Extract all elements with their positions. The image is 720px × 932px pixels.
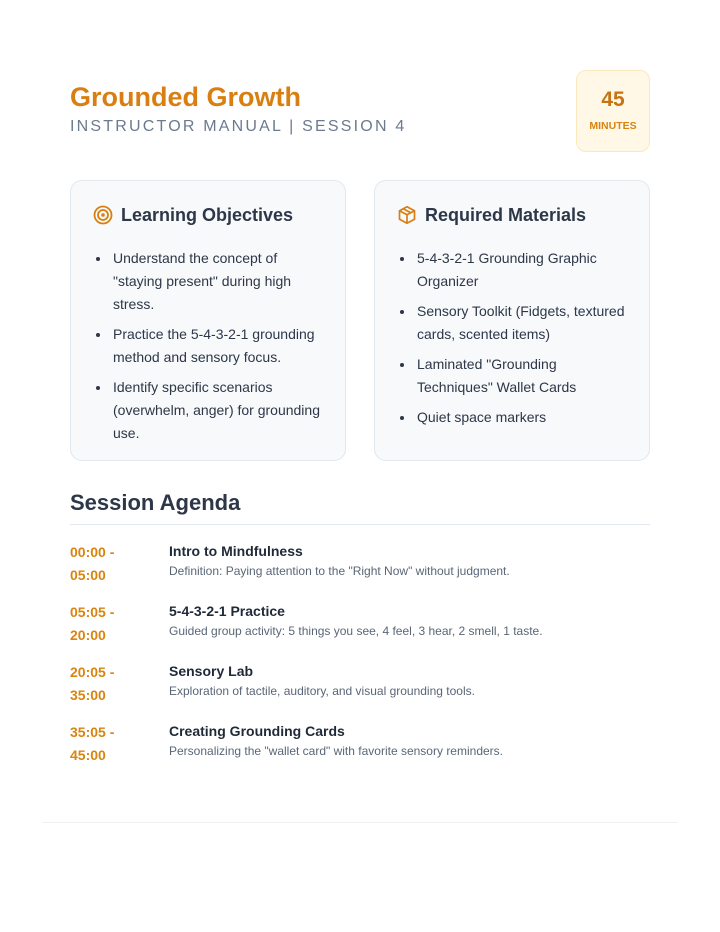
agenda-row [70,657,650,717]
agenda-item-description: Definition: Paying attention to the "Right Now" without judgment. [169,564,510,578]
agenda-time: 00:00 - 05:00 [70,544,115,583]
list-item: • Identify specific scenarios (overwhelm, anger) for grounding use. [111,376,323,445]
duration-unit: MINUTES [589,120,637,132]
list-item: • Quiet space markers [415,406,627,429]
duration-value: 45 [601,88,625,111]
card-header [397,203,627,227]
agenda-item-title: 5-4-3-2-1 Practice [169,603,285,619]
agenda-item-title: Sensory Lab [169,663,254,679]
agenda-time: 20:05 - 35:00 [70,664,115,703]
agenda-item-title: Creating Grounding Cards [169,723,345,739]
list-item: • Understand the concept of "staying present" during high stress. [111,247,323,316]
session-agenda [70,488,650,777]
learning-objectives-card [70,180,346,461]
footer-divider [42,822,678,823]
agenda-row [70,717,650,777]
objectives-list [93,247,323,445]
agenda-time: 05:05 - 20:00 [70,604,115,643]
agenda-item-title: Intro to Mindfulness [169,543,303,559]
target-icon [93,205,113,225]
page-title: Grounded Growth [70,82,301,112]
list-item: • Sensory Toolkit (Fidgets, textured cards, scented items) [415,300,627,346]
required-materials-card [374,180,650,461]
agenda-row [70,597,650,657]
agenda-item-description: Exploration of tactile, auditory, and visual grounding tools. [169,684,475,698]
agenda-time: 35:05 - 45:00 [70,724,115,763]
materials-list [397,247,627,429]
header [70,70,650,152]
card-title: Learning Objectives [121,204,294,225]
page-subtitle: INSTRUCTOR MANUAL | SESSION 4 [70,118,407,135]
duration-badge [576,70,650,152]
card-title: Required Materials [425,204,587,225]
list-item: • Practice the 5-4-3-2-1 grounding method and sensory focus. [111,323,323,369]
agenda-item-description: Personalizing the "wallet card" with favorite sensory reminders. [169,744,503,758]
manual-page [70,70,650,763]
agenda-item-description: Guided group activity: 5 things you see, 4 feel, 3 hear, 2 smell, 1 taste. [169,624,543,638]
agenda-title: Session Agenda [70,490,241,515]
box-icon [397,205,417,225]
agenda-list [70,537,650,777]
info-cards [70,180,650,461]
list-item: • Laminated "Grounding Techniques" Wallet Cards [415,353,627,399]
divider [70,524,650,525]
agenda-row [70,537,650,597]
list-item: • 5-4-3-2-1 Grounding Graphic Organizer [415,247,627,293]
card-header [93,203,323,227]
